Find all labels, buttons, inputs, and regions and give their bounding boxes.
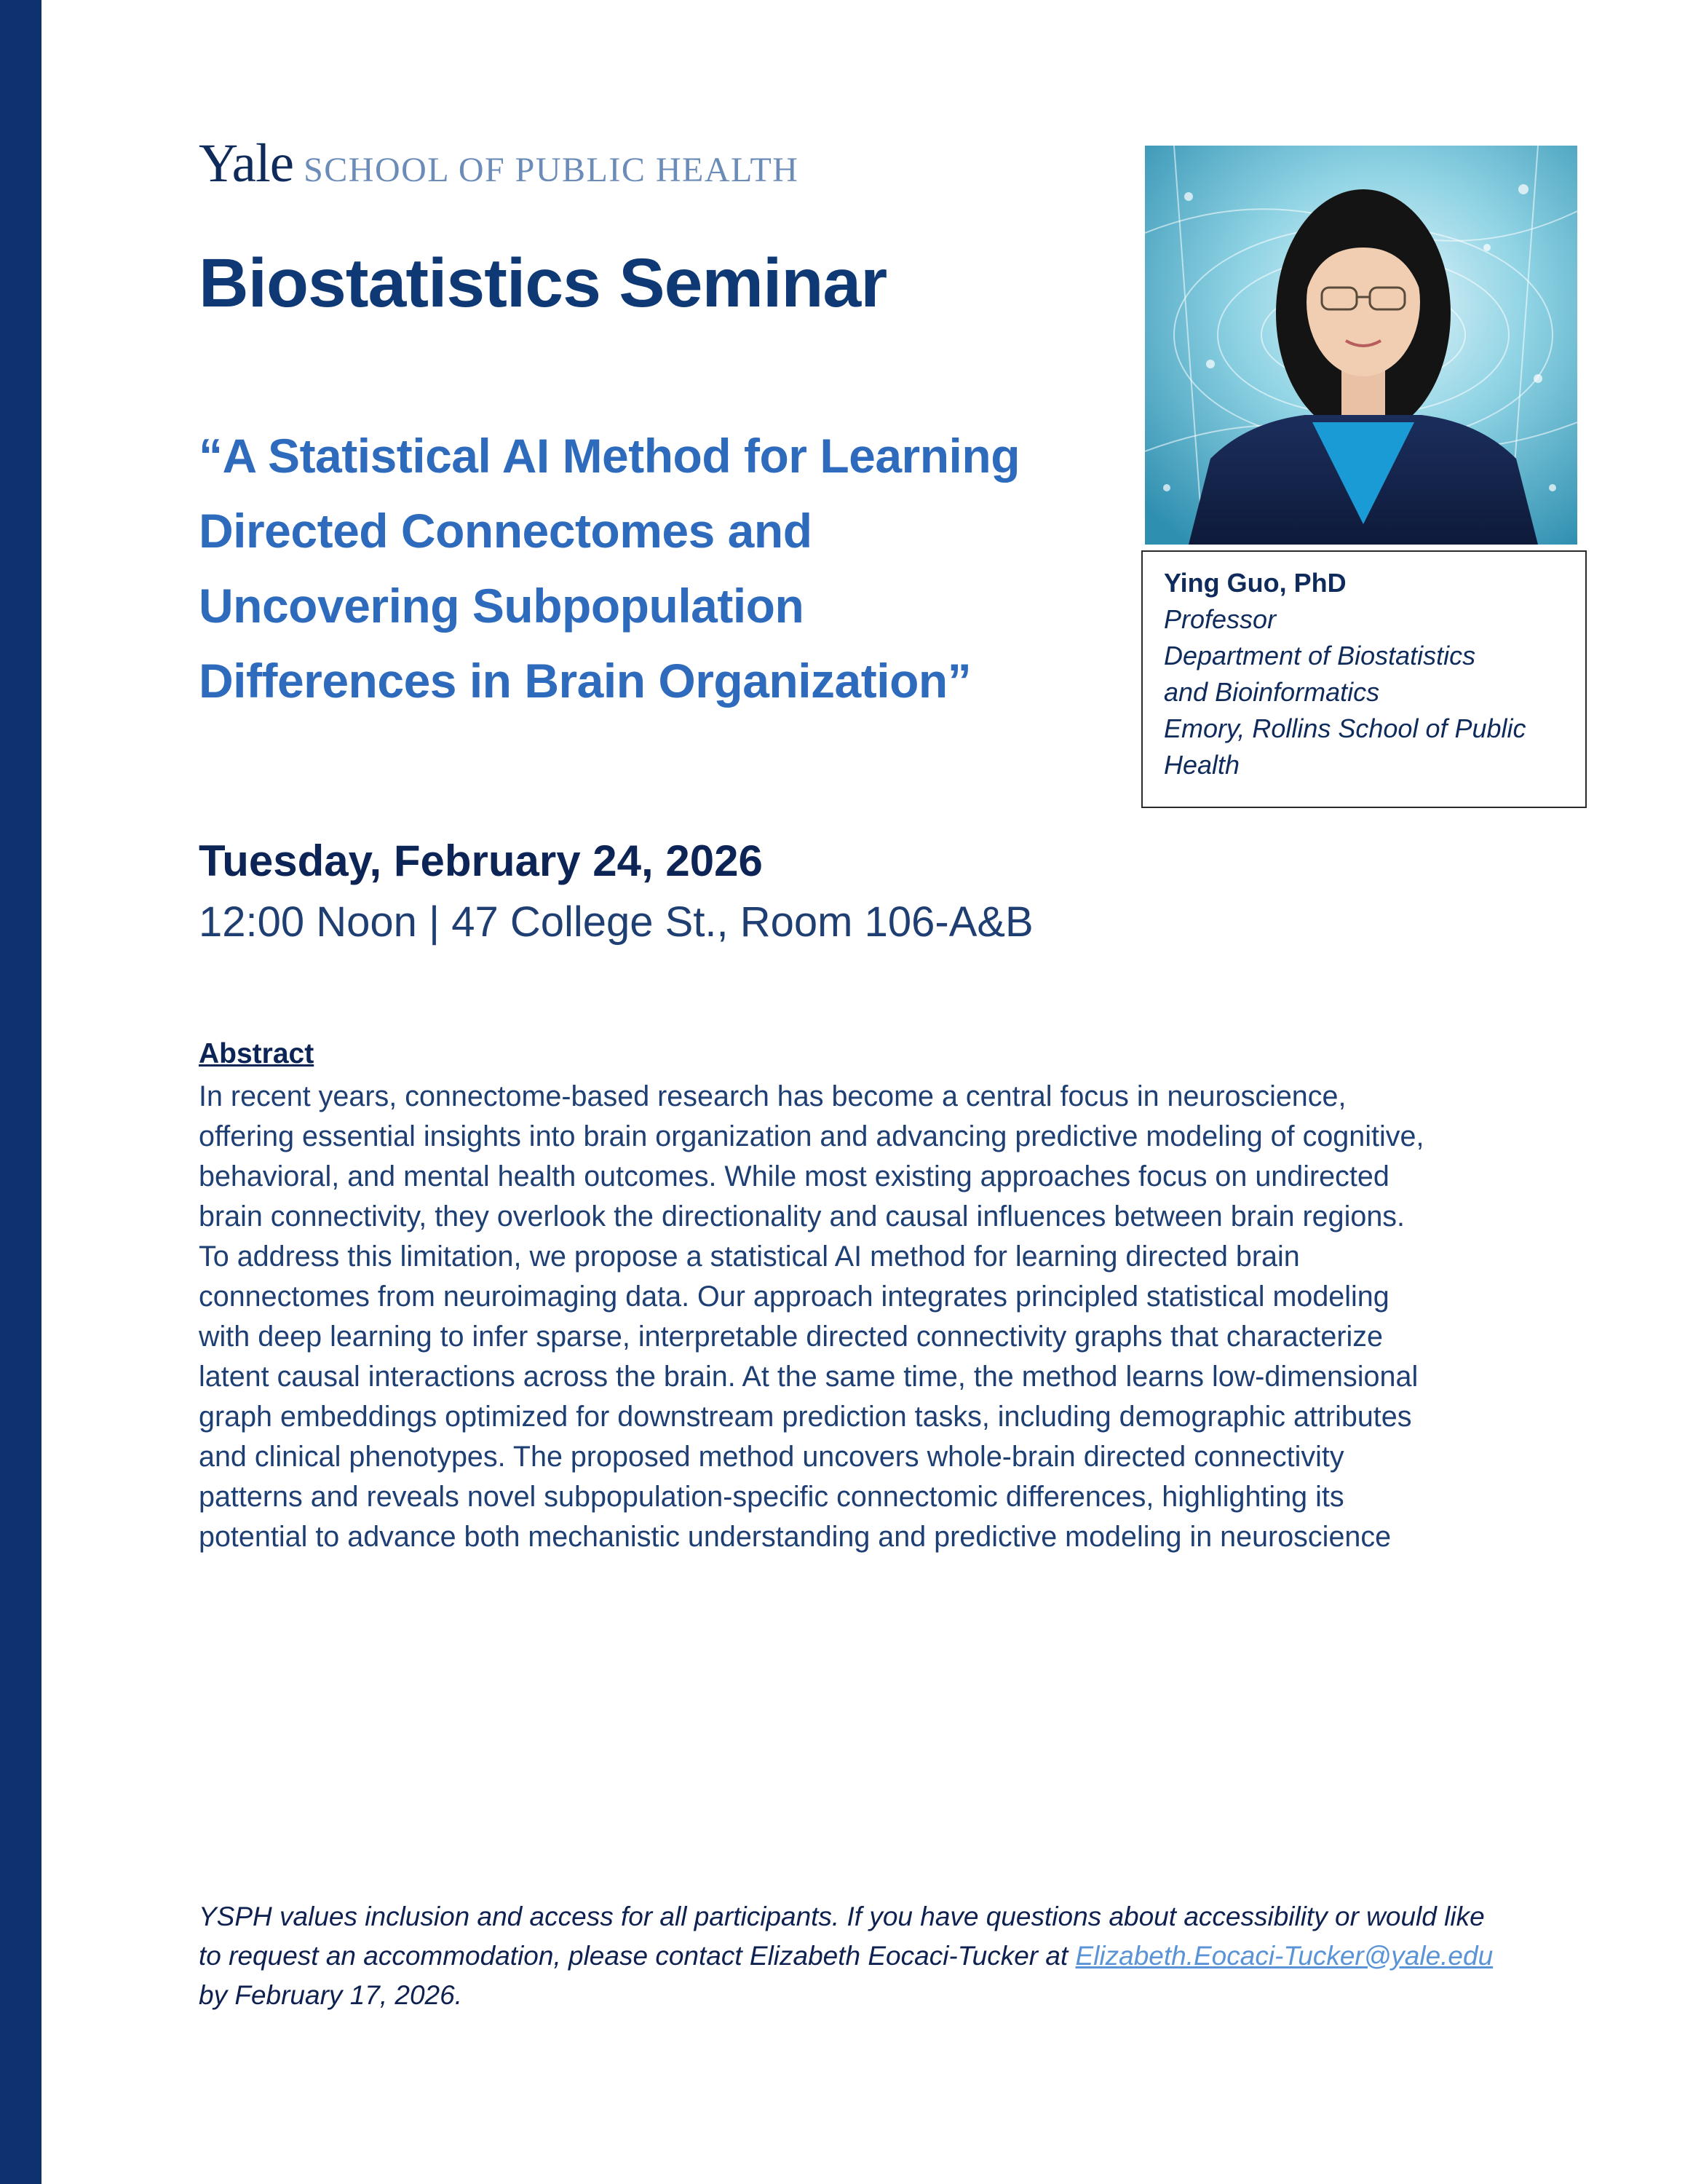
event-time-place: 12:00 Noon | 47 College St., Room 106-A&B [199, 898, 1034, 946]
seminar-title: Biostatistics Seminar [199, 245, 887, 322]
speaker-name: Ying Guo, PhD [1164, 568, 1347, 598]
speaker-photo [1145, 146, 1577, 545]
abstract-body [199, 1077, 1582, 1557]
talk-title-line: Differences in Brain Organization” [199, 654, 972, 708]
speaker-role-line: Professor [1164, 604, 1277, 634]
logo-school: SCHOOL OF PUBLIC HEALTH [304, 151, 799, 189]
logo-yale: Yale [199, 133, 294, 194]
abstract-line: behavioral, and mental health outcomes. While most existing approaches focus on undirected [199, 1160, 1389, 1192]
abstract-line: To address this limitation, we propose a statistical AI method for learning directed brain [199, 1241, 1300, 1273]
speaker-role-line: Health [1164, 750, 1240, 780]
side-bar [0, 0, 41, 2184]
talk-title-line: “A Statistical AI Method for Learning [199, 429, 1020, 483]
speaker-role-line: Emory, Rollins School of Public [1164, 713, 1526, 743]
accessibility-line [199, 1936, 1582, 1976]
speaker-role-line: and Bioinformatics [1164, 677, 1380, 707]
abstract-line: brain connectivity, they overlook the directionality and causal influences between brain regions. [199, 1200, 1406, 1233]
yale-sph-logo [199, 132, 798, 195]
accessibility-line: by February 17, 2026. [199, 1980, 462, 2010]
speaker-info-box [1141, 550, 1587, 808]
abstract-line: with deep learning to infer sparse, interpretable directed connectivity graphs that characterize [199, 1321, 1383, 1353]
event-date: Tuesday, February 24, 2026 [199, 836, 763, 885]
talk-title-line: Uncovering Subpopulation [199, 579, 804, 633]
contact-email-link[interactable]: Elizabeth.Eocaci-Tucker@yale.edu [1075, 1941, 1494, 1971]
abstract-heading: Abstract [199, 1038, 314, 1069]
accessibility-note [199, 1897, 1582, 2015]
abstract-line: offering essential insights into brain organization and advancing predictive modeling of cognitive, [199, 1120, 1424, 1152]
abstract-line: and clinical phenotypes. The proposed method uncovers whole-brain directed connectivity [199, 1441, 1344, 1473]
talk-title [199, 419, 1145, 719]
accessibility-line-prefix: to request an accommodation, please contact Elizabeth Eocaci-Tucker at [199, 1941, 1076, 1971]
abstract-line: potential to advance both mechanistic understanding and predictive modeling in neuroscience [199, 1521, 1392, 1553]
accessibility-line: YSPH values inclusion and access for all participants. If you have questions about accessibility or would like [199, 1902, 1485, 1931]
abstract-line: latent causal interactions across the brain. At the same time, the method learns low-dimensional [199, 1361, 1419, 1393]
talk-title-line: Directed Connectomes and [199, 504, 812, 558]
abstract-line: connectomes from neuroimaging data. Our approach integrates principled statistical modeling [199, 1281, 1389, 1313]
abstract-line: patterns and reveals novel subpopulation-specific connectomic differences, highlighting its [199, 1481, 1344, 1513]
abstract-line: graph embeddings optimized for downstream prediction tasks, including demographic attributes [199, 1401, 1412, 1433]
abstract-line: In recent years, connectome-based research has become a central focus in neuroscience, [199, 1080, 1347, 1112]
speaker-role-line: Department of Biostatistics [1164, 641, 1476, 670]
